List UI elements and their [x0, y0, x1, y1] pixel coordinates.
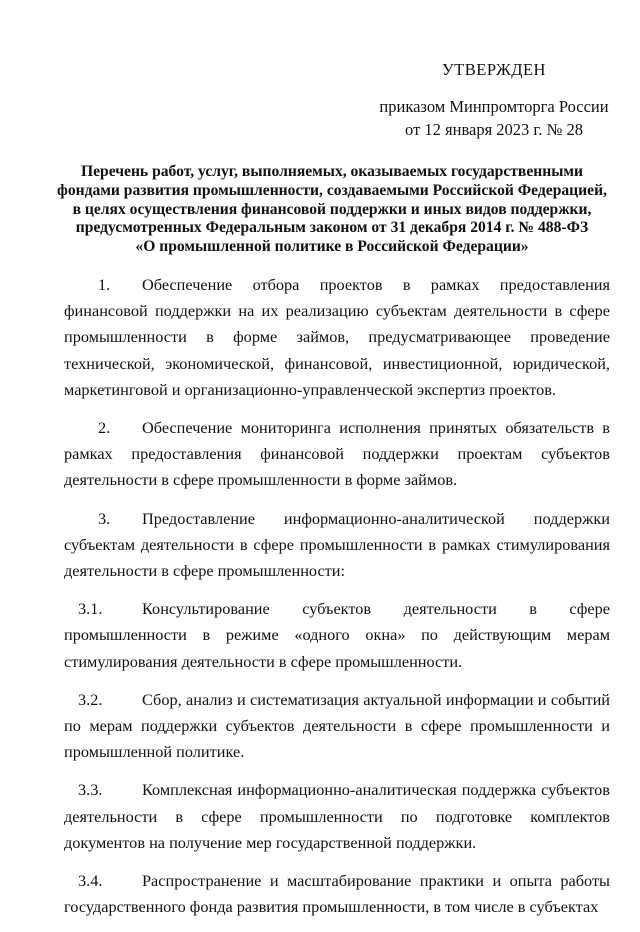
list-item: [64, 272, 610, 403]
list-item: [64, 868, 610, 920]
title-line: предусмотренных Федеральным законом от 31 декабря 2014 г. № 488-ФЗ: [75, 219, 589, 237]
approved-heading: УТВЕРЖДЕН: [442, 60, 546, 79]
item-number: 3.4.: [78, 871, 103, 891]
list-item: [64, 596, 610, 675]
item-text: Сбор, анализ и систематизация актуальной информации и событий по мерам поддержки субъектов деятельности в сфере промышленности и промышленной политике.: [64, 689, 610, 762]
document-title: [56, 163, 608, 257]
title-line: «О промышленной политике в Российской Федерации»: [135, 238, 529, 256]
approval-stamp: [378, 58, 610, 141]
item-text: Распространение и масштабирование практики и опыта работы государственного фонда развития промышленности, в том числе в субъектах: [64, 871, 610, 917]
item-number: 1.: [98, 275, 111, 294]
document-body: [64, 272, 610, 932]
item-text: Комплексная информационно-аналитическая поддержка субъектов деятельности в сфере промышленности по подготовке комплектов документов на получение мер государственной поддержки.: [64, 780, 610, 852]
item-number: 3.1.: [78, 599, 103, 619]
item-number: 3.: [98, 508, 111, 528]
title-line: Перечень работ, услуг, выполняемых, оказываемых государственными: [80, 163, 584, 180]
item-text: Консультирование субъектов деятельности в сфере промышленности в режиме «одного окна» по действующим мерам стимулирования деятельности в сфере промышленности.: [64, 599, 610, 671]
item-text: Предоставление информационно-аналитической поддержки субъектам деятельности в сфере промышленности в рамках стимулирования деятельности в сфере промышленности:: [64, 508, 610, 581]
approval-order-line: приказом Минпромторга России: [379, 97, 609, 116]
list-item: [64, 506, 610, 585]
item-text: Обеспечение мониторинга исполнения принятых обязательств в рамках предоставления финансовой поддержки проектам субъектов деятельности в сфере промышленности в форме займов.: [64, 418, 610, 490]
item-text: Обеспечение отбора проектов в рамках предоставления финансовой поддержки на их реализацию субъектам деятельности в сфере промышленности в форме займов, предусматривающее проведение технической, экономической, финансовой, инвестиционной, юридической, маркетинговой и организационно-управленческой экспертиз проектов.: [64, 275, 610, 399]
item-number: 3.2.: [78, 689, 103, 709]
title-line: в целях осуществления финансовой поддержки и иных видов поддержки,: [72, 200, 592, 218]
approval-date-line: от 12 января 2023 г. № 28: [405, 120, 583, 139]
list-item: [64, 687, 610, 766]
title-line: фондами развития промышленности, создаваемыми Российской Федерацией,: [57, 181, 607, 199]
item-number: 2.: [98, 418, 111, 438]
list-item: [64, 415, 610, 494]
item-number: 3.3.: [78, 780, 103, 800]
list-item: [64, 777, 610, 856]
